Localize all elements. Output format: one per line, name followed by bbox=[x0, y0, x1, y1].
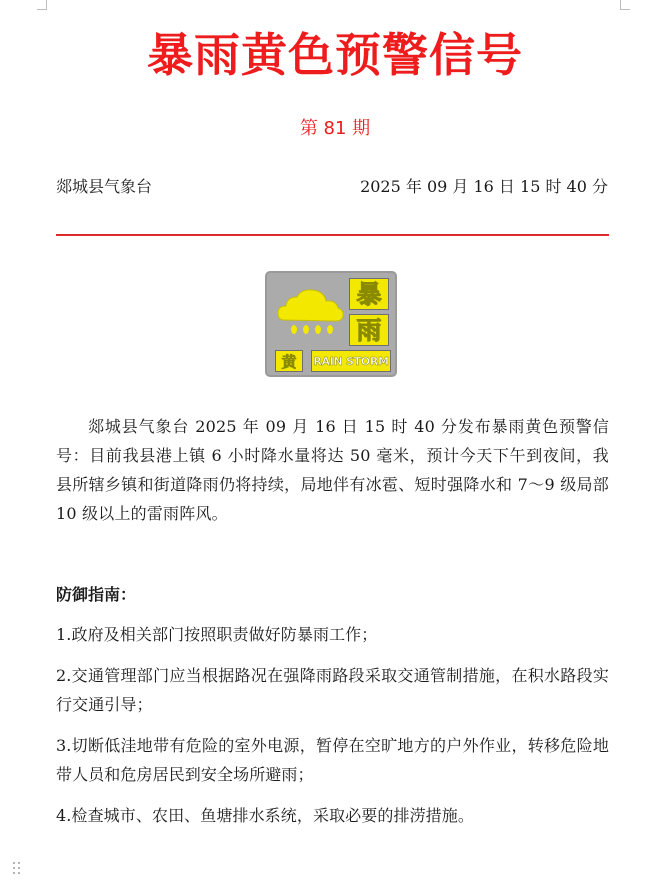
badge-english: RAIN STORM bbox=[311, 350, 391, 372]
red-divider bbox=[56, 234, 609, 236]
warning-body: 郯城县气象台 2025 年 09 月 16 日 15 时 40 分发布暴雨黄色预警信号：目前我县港上镇 6 小时降水量将达 50 毫米，预计今天下午到夜间，我县所辖乡镇和街道降雨仍将持续，局地伴有冰雹、短时强降水和 7～9 级局部 10 级以上的雷雨阵风。 bbox=[56, 417, 609, 523]
defense-guide-list bbox=[56, 620, 609, 842]
page-corner-mark-right bbox=[620, 0, 630, 10]
rainstorm-cloud-icon bbox=[274, 280, 348, 344]
badge-title bbox=[348, 278, 390, 346]
issue-number: 第 81 期 bbox=[299, 118, 371, 139]
guide-item: 2.交通管理部门应当根据路况在强降雨路段采取交通管制措施，在积水路段实行交通引导； bbox=[56, 666, 609, 714]
guide-item: 3.切断低洼地带有危险的室外电源，暂停在空旷地方的户外作业，转移危险地带人员和危房居民到安全场所避雨； bbox=[56, 736, 609, 784]
badge-char-yu: 雨 bbox=[349, 314, 389, 346]
guide-item: 4.检查城市、农田、鱼塘排水系统，采取必要的排涝措施。 bbox=[56, 806, 474, 825]
drag-handle-icon[interactable] bbox=[13, 862, 23, 878]
badge-level: 黄 bbox=[275, 350, 303, 372]
guide-item: 1.政府及相关部门按照职责做好防暴雨工作； bbox=[56, 625, 378, 644]
page-corner-mark-left bbox=[37, 0, 47, 10]
defense-guide-heading: 防御指南： bbox=[56, 585, 137, 604]
rainstorm-yellow-warning-badge bbox=[265, 271, 397, 377]
badge-char-bao: 暴 bbox=[349, 278, 389, 310]
warning-title: 暴雨黄色预警信号 bbox=[147, 28, 523, 82]
issue-datetime: 2025 年 09 月 16 日 15 时 40 分 bbox=[360, 177, 608, 196]
issuer-name: 郯城县气象台 bbox=[56, 177, 153, 196]
